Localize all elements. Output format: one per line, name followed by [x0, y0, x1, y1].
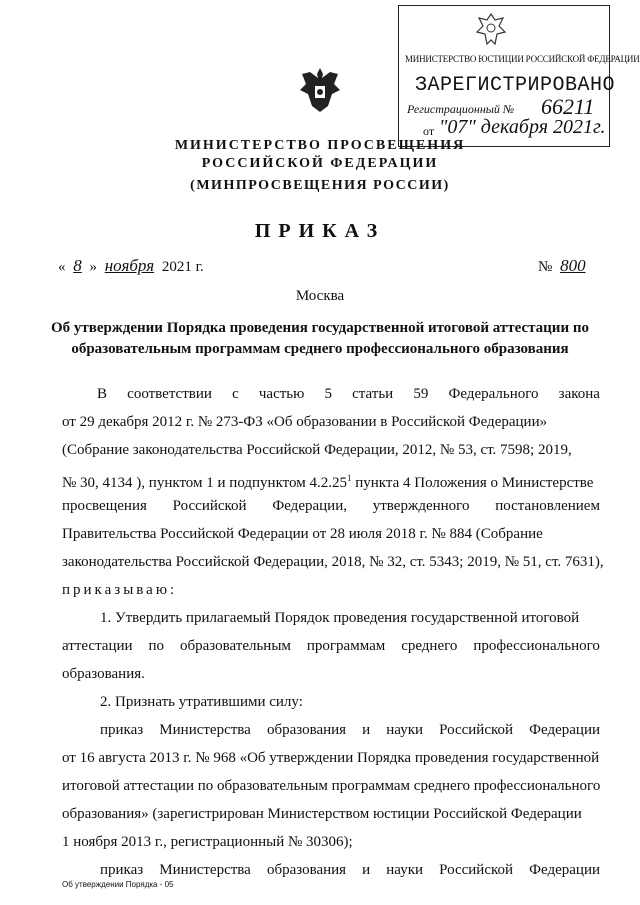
body-line-10: аттестации по образовательным программам среднего профессионального [62, 638, 600, 654]
stamp-date: "07" декабря 2021г. [439, 116, 606, 138]
ministry-name-line2: РОССИЙСКОЙ ФЕДЕРАЦИИ [201, 156, 439, 171]
document-type: ПРИКАЗ [254, 220, 386, 242]
body-line-6: Правительства Российской Федерации от 28 июля 2018 г. № 884 (Собрание [62, 526, 543, 542]
page-footer: Об утверждении Порядка - 05 [62, 880, 174, 889]
stamp-reg-number: 66211 [541, 94, 595, 119]
body-line-17: 1 ноября 2013 г., регистрационный № 30306); [62, 834, 353, 850]
body-line-7: законодательства Российской Федерации, 2018, № 32, ст. 5343; 2019, № 51, ст. 7631), [62, 554, 604, 570]
quote-close: » [89, 259, 97, 275]
body-line-11: образования. [62, 666, 145, 682]
registration-stamp [398, 5, 640, 147]
body-line-4: № 30, 4134 ), пунктом 1 и подпунктом 4.2.25$^1$ пункта 4 Положения о Министерстве [62, 473, 594, 491]
body-line-14: от 16 августа 2013 г. № 968 «Об утверждении Порядка проведения государственной [62, 750, 600, 766]
order-title: Об утверждении Порядка проведения государственной итоговой аттестации по образовательным программам среднего профессионального образования [51, 320, 589, 357]
body-line-15: итоговой аттестации по образовательным программам среднего профессионального [62, 778, 601, 794]
body-line-9: 1. Утвердить прилагаемый Порядок проведения государственной итоговой [100, 610, 580, 626]
order-city: Москва [295, 288, 345, 304]
stamp-ministry: МИНИСТЕРСТВО ЮСТИЦИИ РОССИЙСКОЙ ФЕДЕРАЦИИ [405, 54, 640, 64]
body-line-3: (Собрание законодательства Российской Федерации, 2012, № 53, ст. 7598; 2019, [62, 442, 572, 458]
stamp-registered: ЗАРЕГИСТРИРОВАНО [415, 74, 616, 97]
stamp-reg-label: Регистрационный № [407, 102, 515, 116]
order-date [58, 256, 204, 276]
body-line-2: от 29 декабря 2012 г. № 273-ФЗ «Об образовании в Российской Федерации» [62, 414, 548, 430]
quote-open: « [58, 259, 66, 275]
body-line-13: приказ Министерства образования и науки Российской Федерации [100, 722, 600, 738]
order-number-value: 800 [560, 256, 586, 275]
body-line-5: просвещения Российской Федерации, утвержденного постановлением [62, 498, 600, 514]
ministry-short-name: (МИНПРОСВЕЩЕНИЯ РОССИИ) [190, 178, 450, 193]
coat-of-arms-icon [298, 66, 342, 116]
body-line-12: 2. Признать утратившими силу: [100, 694, 303, 710]
eagle-emblem-icon [469, 10, 513, 50]
order-number [538, 256, 590, 276]
order-year: 2021 г. [161, 259, 204, 275]
order-day: 8 [73, 256, 82, 275]
body-line-1: В соответствии с частью 5 статьи 59 Федерального закона [97, 386, 600, 402]
body-line-16: образования» (зарегистрирован Министерством юстиции Российской Федерации [62, 806, 582, 822]
body-line-18: приказ Министерства образования и науки Российской Федерации [100, 862, 600, 878]
order-number-label: № [538, 259, 553, 275]
body-line-8: приказываю: [62, 582, 178, 598]
order-month: ноября [104, 256, 155, 275]
ministry-name-line1: МИНИСТЕРСТВО ПРОСВЕЩЕНИЯ [174, 138, 466, 153]
stamp-date-prefix: от [423, 124, 435, 138]
